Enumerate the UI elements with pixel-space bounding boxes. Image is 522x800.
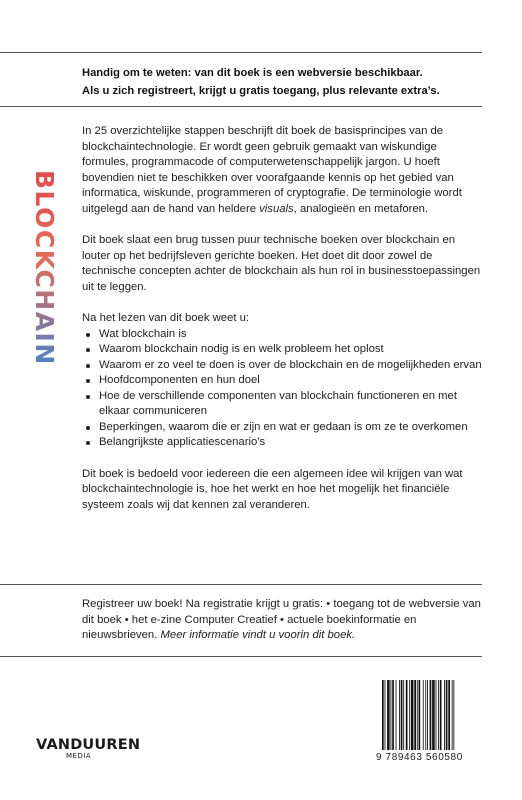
notice-rule xyxy=(0,106,482,107)
list-intro: Na het lezen van dit boek weet u: xyxy=(82,312,250,324)
register-more-info: Meer informatie vindt u voorin dit boek. xyxy=(160,629,356,641)
register-bottom-rule xyxy=(0,656,482,657)
paragraph-intro-b: , analogieën en metaforen. xyxy=(293,202,429,215)
list-item: Beperkingen, waarom die er zijn en wat er gedaan is om ze te overkomen xyxy=(82,420,482,436)
notice-line-2: Als u zich registreert, krijgt u gratis toegang, plus relevante extra’s. xyxy=(82,85,440,97)
isbn-number: 9 789463 560580 xyxy=(376,752,463,763)
paragraph-intro xyxy=(82,124,482,217)
list-item: Belangrijkste applicatiescenario’s xyxy=(82,435,482,451)
spine-title: BLOCKCHAIN xyxy=(30,170,59,366)
list-item: Hoofdcomponenten en hun doel xyxy=(82,373,482,389)
paragraph-intro-a: In 25 overzichtelijke stappen beschrijft dit boek de basisprincipes van de blockchaintechnologie. Er wordt geen gebruik gemaakt van wiskundige formules, programmacode of computerwetenschappelijk jargon. U hoeft bovendien niet te beschikken over voorafgaande kennis op het gebied van informatica, wiskunde, programmeren of cryptografie. De terminologie wordt uitgelegd aan de hand van heldere xyxy=(82,125,462,215)
paragraph-audience: Dit boek is bedoeld voor iedereen die een algemeen idee wil krijgen van wat blockchaintechnologie is, hoe het werkt en hoe het mogelijk het financiële systeem zoals wij dat kennen zal veranderen. xyxy=(82,467,463,511)
list-item: Waarom blockchain nodig is en welk probleem het oplost xyxy=(82,342,482,358)
publisher-sub: MEDIA xyxy=(66,752,92,760)
register-text: Registreer uw boek! Na registratie krijgt u gratis: • toegang tot de webversie van dit boek • het e-zine Computer Creatief • actuele boekinformatie en nieuwsbrieven. xyxy=(82,598,481,641)
list-item: Hoe de verschillende componenten van blockchain functioneren en met elkaar communiceren xyxy=(82,389,482,420)
register-top-rule xyxy=(0,584,482,585)
list-item: Wat blockchain is xyxy=(82,327,482,343)
list-item: Waarom er zo veel te doen is over de blockchain en de mogelijkheden ervan xyxy=(82,358,482,374)
register-notice xyxy=(82,597,482,644)
notice-line-1: Handig om te weten: van dit boek is een webversie beschikbaar. xyxy=(82,67,423,79)
barcode-graphic xyxy=(382,680,478,750)
barcode xyxy=(382,680,478,750)
paragraph-intro-italic: visuals xyxy=(259,202,294,215)
publisher-logo xyxy=(36,737,140,760)
paragraph-bridge: Dit boek slaat een brug tussen puur technische boeken over blockchain en louter op het bedrijfsleven gerichte boeken. Het doet dit door zowel de technische concepten achter de blockchain als hun rol in businesstoepassingen uit te leggen. xyxy=(82,234,481,293)
top-rule xyxy=(0,52,482,53)
back-cover-text xyxy=(82,124,482,529)
web-version-notice xyxy=(82,64,482,100)
learning-list xyxy=(82,327,482,451)
publisher-name: VANDUUREN xyxy=(36,737,141,753)
